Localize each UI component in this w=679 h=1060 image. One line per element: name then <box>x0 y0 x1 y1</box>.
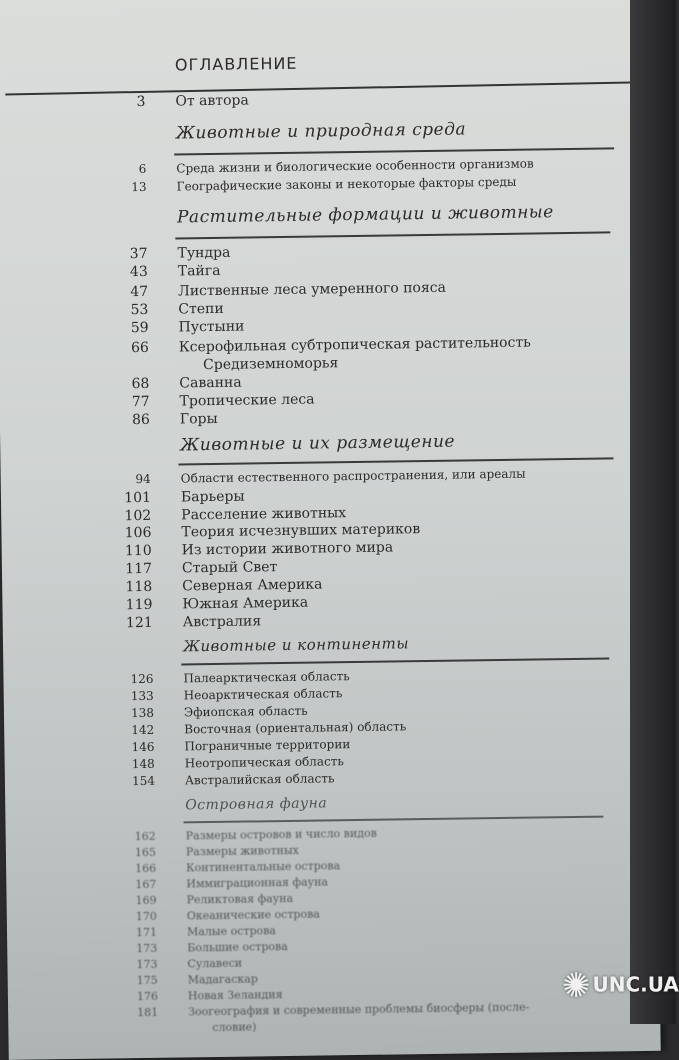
entry-title: Австралия <box>182 613 262 631</box>
page-number: 118 <box>125 578 153 596</box>
page-number: 102 <box>124 507 152 525</box>
entry-title: Реликтовая фауна <box>186 891 294 907</box>
entry-title: Тайга <box>177 262 221 280</box>
sun-logo-icon: ✺ <box>562 966 591 1006</box>
page-number: 13 <box>131 179 147 195</box>
entry-title: Иммиграционная фауна <box>186 875 329 891</box>
page-number: 86 <box>131 411 150 429</box>
page-number: 121 <box>125 614 153 632</box>
entry-title: От автора <box>175 92 249 110</box>
entry-title: Австралийская область <box>184 771 335 788</box>
page-number: 171 <box>135 925 158 940</box>
page-number: 43 <box>129 263 148 281</box>
page-number: 119 <box>125 596 153 614</box>
entry-title: Ксерофильная субтропическая растительность <box>178 334 531 356</box>
page-number: 173 <box>136 941 158 956</box>
entry-title: Сулавеси <box>187 956 243 971</box>
page-number: 3 <box>136 93 146 111</box>
page-number: 173 <box>136 957 158 972</box>
page-number: 169 <box>135 893 157 908</box>
page-number: 138 <box>130 705 155 721</box>
entry-title: Тундра <box>177 244 231 262</box>
entry-title: Расселение животных <box>181 505 347 524</box>
section-divider <box>183 816 603 824</box>
book-edge <box>630 0 676 1024</box>
entry-title: Неотропическая область <box>184 754 345 771</box>
entry-title: Новая Зеландия <box>187 988 283 1003</box>
section-divider <box>178 457 613 465</box>
section-divider <box>181 657 609 665</box>
page-number: 110 <box>124 542 152 560</box>
entry-title: Степи <box>178 300 224 318</box>
page-number: 66 <box>130 339 149 357</box>
entry-title: Размеры животных <box>185 843 299 859</box>
entry-title: Старый Свет <box>181 559 278 577</box>
page-number: 77 <box>131 393 150 411</box>
page-number: 166 <box>135 861 157 876</box>
page-number: 170 <box>135 909 157 924</box>
entry-title: Теория исчезнувших материков <box>181 521 421 541</box>
entry-title: Южная Америка <box>182 594 309 613</box>
page-number: 175 <box>136 973 158 988</box>
page-number: 47 <box>130 283 149 301</box>
page-number: 106 <box>124 524 152 542</box>
entry-title: Среда жизни и биологические особенности организмов <box>176 156 534 176</box>
entry-title: Пустыни <box>178 318 245 336</box>
entry-title: Палеарктическая область <box>183 669 350 686</box>
page-number: 101 <box>124 489 152 507</box>
page-number: 68 <box>131 375 150 393</box>
entry-title: Океанические острова <box>186 907 320 923</box>
page-number: 37 <box>129 245 148 263</box>
page-number: 6 <box>138 161 147 176</box>
watermark <box>562 966 679 1006</box>
entry-title: Саванна <box>179 374 242 392</box>
entry-title: Географические законы и некоторые факторы среды <box>176 174 517 194</box>
page-title: ОГЛАВЛЕНИЕ <box>174 53 298 75</box>
entry-title: Лиственные леса умеренного пояса <box>177 279 447 300</box>
entry-title: Большие острова <box>187 939 288 955</box>
entry-title: Восточная (ориентальная) область <box>184 719 407 737</box>
page-number: 59 <box>130 319 149 337</box>
entry-title-continuation: словие) <box>212 1020 257 1035</box>
page-number: 165 <box>134 845 157 860</box>
entry-title: Области естественного распространения, или ареалы <box>180 466 526 486</box>
section-heading: Животные и континенты <box>182 634 410 656</box>
page-number: 126 <box>130 671 154 687</box>
entry-title: Размеры островов и число видов <box>185 826 377 843</box>
entry-title-continuation: Средиземноморья <box>203 355 339 374</box>
page-number: 162 <box>134 829 156 844</box>
section-heading: Островная фауна <box>185 795 328 814</box>
page-number: 167 <box>135 877 157 892</box>
section-heading: Животные и их размещение <box>180 431 456 456</box>
entry-title: Горы <box>179 410 218 428</box>
entry-title: Пограничные территории <box>184 737 351 754</box>
page-number: 94 <box>135 471 151 487</box>
page-number: 117 <box>125 560 153 578</box>
page-number: 133 <box>130 688 154 704</box>
entry-title: Неоарктическая область <box>183 686 343 703</box>
entry-title: Малые острова <box>186 924 276 939</box>
section-divider <box>175 231 610 239</box>
entry-title: Мадагаскар <box>187 972 258 987</box>
entry-title: Эфиопская область <box>183 703 308 720</box>
entry-title: Зоогеография и современные проблемы биосферы (после- <box>188 1000 530 1019</box>
watermark-text: UNC.UA <box>592 972 679 997</box>
entry-title: Барьеры <box>180 488 245 506</box>
page-number: 181 <box>137 1005 159 1020</box>
page-number: 146 <box>131 739 155 755</box>
section-divider <box>174 147 614 155</box>
section-heading: Растительные формации и животные <box>176 202 554 228</box>
entry-title: Из истории животного мира <box>181 539 394 559</box>
entry-title: Северная Америка <box>182 576 323 595</box>
entry-title: Тропические леса <box>179 391 315 410</box>
page-number: 154 <box>131 773 156 789</box>
entry-title: Континентальные острова <box>186 859 341 875</box>
section-heading: Животные и природная среда <box>175 119 467 144</box>
page-number: 142 <box>131 722 155 738</box>
page-number: 176 <box>136 989 159 1004</box>
page-number: 148 <box>131 756 155 772</box>
page-number: 53 <box>130 301 149 319</box>
